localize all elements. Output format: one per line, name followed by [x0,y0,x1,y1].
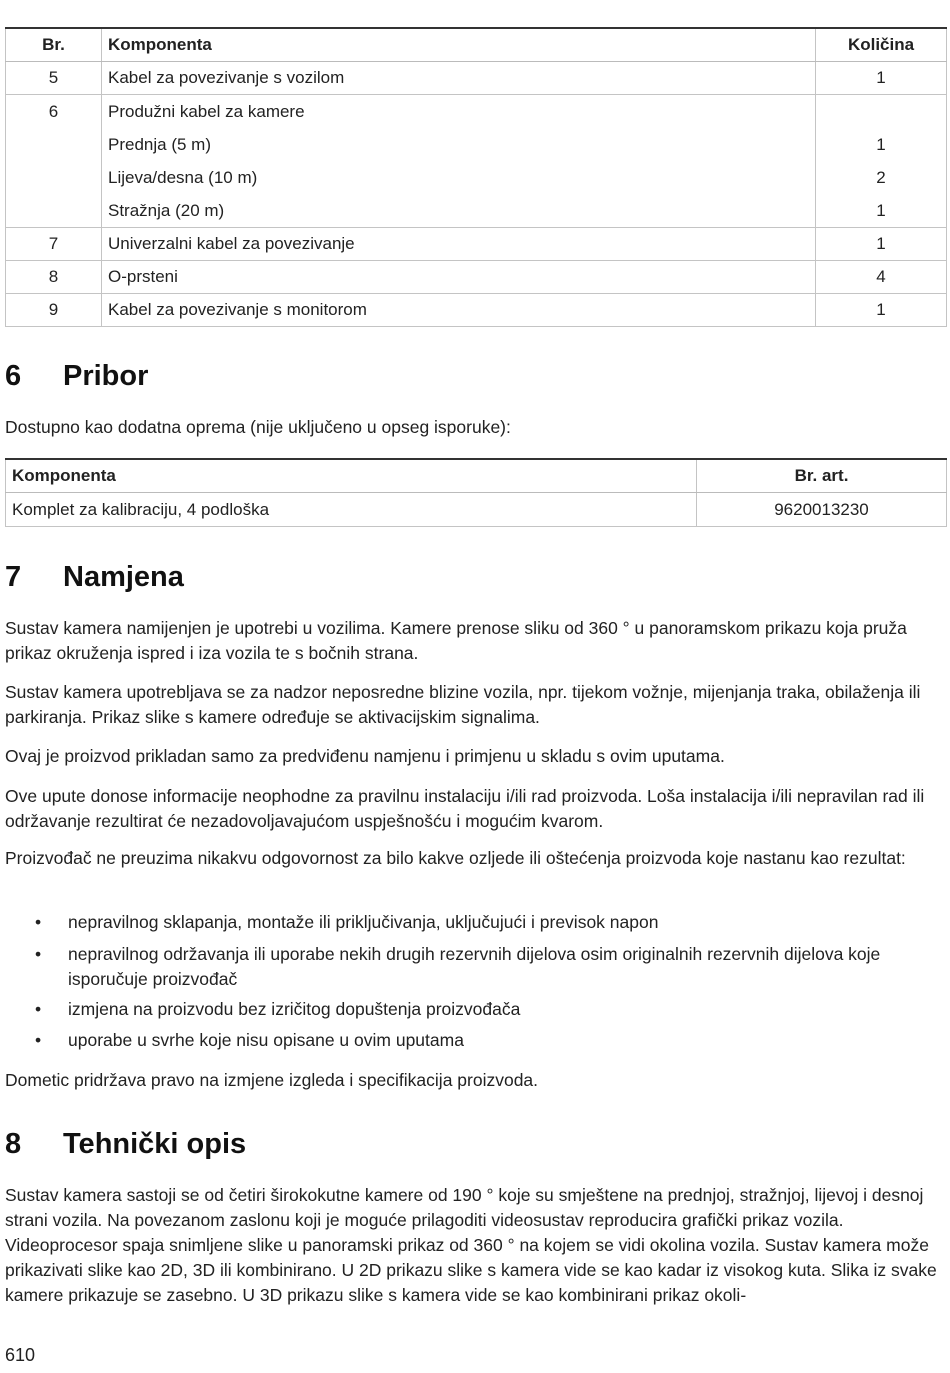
table-row [6,294,947,327]
components-table [5,27,947,327]
section-number: 7 [5,561,22,593]
section-8-heading [5,1128,246,1161]
paragraph: Sustav kamera sastoji se od četiri širokokutne kamere od 190 ° koje su smještene na prednjoj, stražnjoj, lijevoj i desnoj strani vozila. Na povezanom zaslonu koji je moguće prilagoditi videosustav reproducira grafički prikaz vozila. Videoprocesor spaja snimljene slike u panoramski prikaz od 360 ° na kojem se vidi okolina vozila. Sustav kamera može prikazivati slike kao 2D, 3D ili kombinirano. U 2D prikazu slike s kamera vide se kao kadar iz visokog kuta. Slika iz svake kamere prikazuje se zasebno. U 3D prikazu slike s kamera vide se kao kombinirani prikaz okoli- [5,1185,937,1305]
cell-qty-sub: 1 [876,201,886,220]
list-item-text: uporabe u svrhe koje nisu opisane u ovim uputama [68,1030,464,1050]
list-item [5,997,947,1022]
section-6-heading [5,360,148,393]
bullet-icon: • [35,999,42,1019]
header-component: Komponenta [6,459,697,493]
table-row [6,95,947,228]
section-title: Tehnički opis [63,1128,247,1160]
section-7-heading [5,561,184,594]
cell-no [6,95,102,228]
table-row [6,62,947,95]
table-header-row [6,459,947,493]
cell-component [102,95,816,228]
paragraph: Proizvođač ne preuzima nikakvu odgovornost za bilo kakve ozljede ili oštećenja proizvoda koje nastanu kao rezultat: [5,848,906,868]
cell-qty-sub: 2 [876,168,886,187]
page-number: 610 [5,1345,36,1365]
cell-no: 9 [6,294,102,327]
list-item [5,910,947,935]
section-6-intro: Dostupno kao dodatna oprema (nije uključeno u opseg isporuke): [5,417,511,437]
cell-qty: 1 [816,228,947,261]
cell-no: 7 [6,228,102,261]
paragraph: Ove upute donose informacije neophodne za pravilnu instalaciju i/ili rad proizvoda. Loša instalacija i/ili nepravilan rad ili održavanje rezultirat će nezadovoljavajućom uspješnošću i mogućim kvarom. [5,786,925,831]
header-no: Br. [6,28,102,62]
cell-component: Komplet za kalibraciju, 4 podloška [6,493,697,527]
cell-component-sub: Lijeva/desna (10 m) [108,168,258,187]
table-row [6,493,947,527]
list-item-text: izmjena na proizvodu bez izričitog dopuštenja proizvođača [68,999,521,1019]
section-number: 6 [5,360,22,392]
cell-art: 9620013230 [697,493,947,527]
section-title: Pribor [63,360,149,392]
list-item-text: nepravilnog održavanja ili uporabe nekih drugih rezervnih dijelova osim originalnih rezervnih dijelova koje isporučuje proizvođač [68,944,881,989]
cell-no-value: 6 [48,102,59,121]
cell-qty [816,95,947,228]
cell-no: 8 [6,261,102,294]
paragraph: Sustav kamera upotrebljava se za nadzor neposredne blizine vozila, npr. tijekom vožnje, mijenjanja traka, obilaženja ili parkiranja. Prikaz slike s kamere određuje se aktivacijskim signalima. [5,682,921,727]
list-item [5,1028,947,1053]
paragraph: Sustav kamera namijenjen je upotrebi u vozilima. Kamere prenose sliku od 360 ° u panoramskom prikazu koja pruža prikaz okruženja ispred i iza vozila te s bočnih strana. [5,618,907,663]
cell-no: 5 [6,62,102,95]
table-header-row [6,28,947,62]
cell-qty-sub: 1 [876,135,886,154]
list-item-text: nepravilnog sklapanja, montaže ili priključivanja, uključujući i previsok napon [68,912,659,932]
bullet-icon: • [35,1030,42,1050]
cell-qty: 1 [816,294,947,327]
header-component: Komponenta [102,28,816,62]
cell-component-sub: Stražnja (20 m) [108,201,225,220]
cell-component: Univerzalni kabel za povezivanje [102,228,816,261]
table-row [6,261,947,294]
section-title: Namjena [63,561,184,593]
list-item [5,942,947,992]
cell-component-main: Produžni kabel za kamere [108,102,305,121]
cell-qty: 1 [816,62,947,95]
accessories-table [5,458,947,527]
paragraph: Ovaj je proizvod prikladan samo za predviđenu namjenu i primjenu u skladu s ovim uputama. [5,746,725,766]
section-number: 8 [5,1128,22,1160]
header-qty: Količina [816,28,947,62]
cell-component-sub: Prednja (5 m) [108,135,211,154]
bullet-icon: • [35,944,42,964]
cell-qty: 4 [816,261,947,294]
cell-component: Kabel za povezivanje s vozilom [102,62,816,95]
table-row [6,228,947,261]
cell-component: Kabel za povezivanje s monitorom [102,294,816,327]
cell-component: O-prsteni [102,261,816,294]
header-art: Br. art. [697,459,947,493]
bullet-icon: • [35,912,42,932]
paragraph: Dometic pridržava pravo na izmjene izgleda i specifikacija proizvoda. [5,1070,539,1090]
